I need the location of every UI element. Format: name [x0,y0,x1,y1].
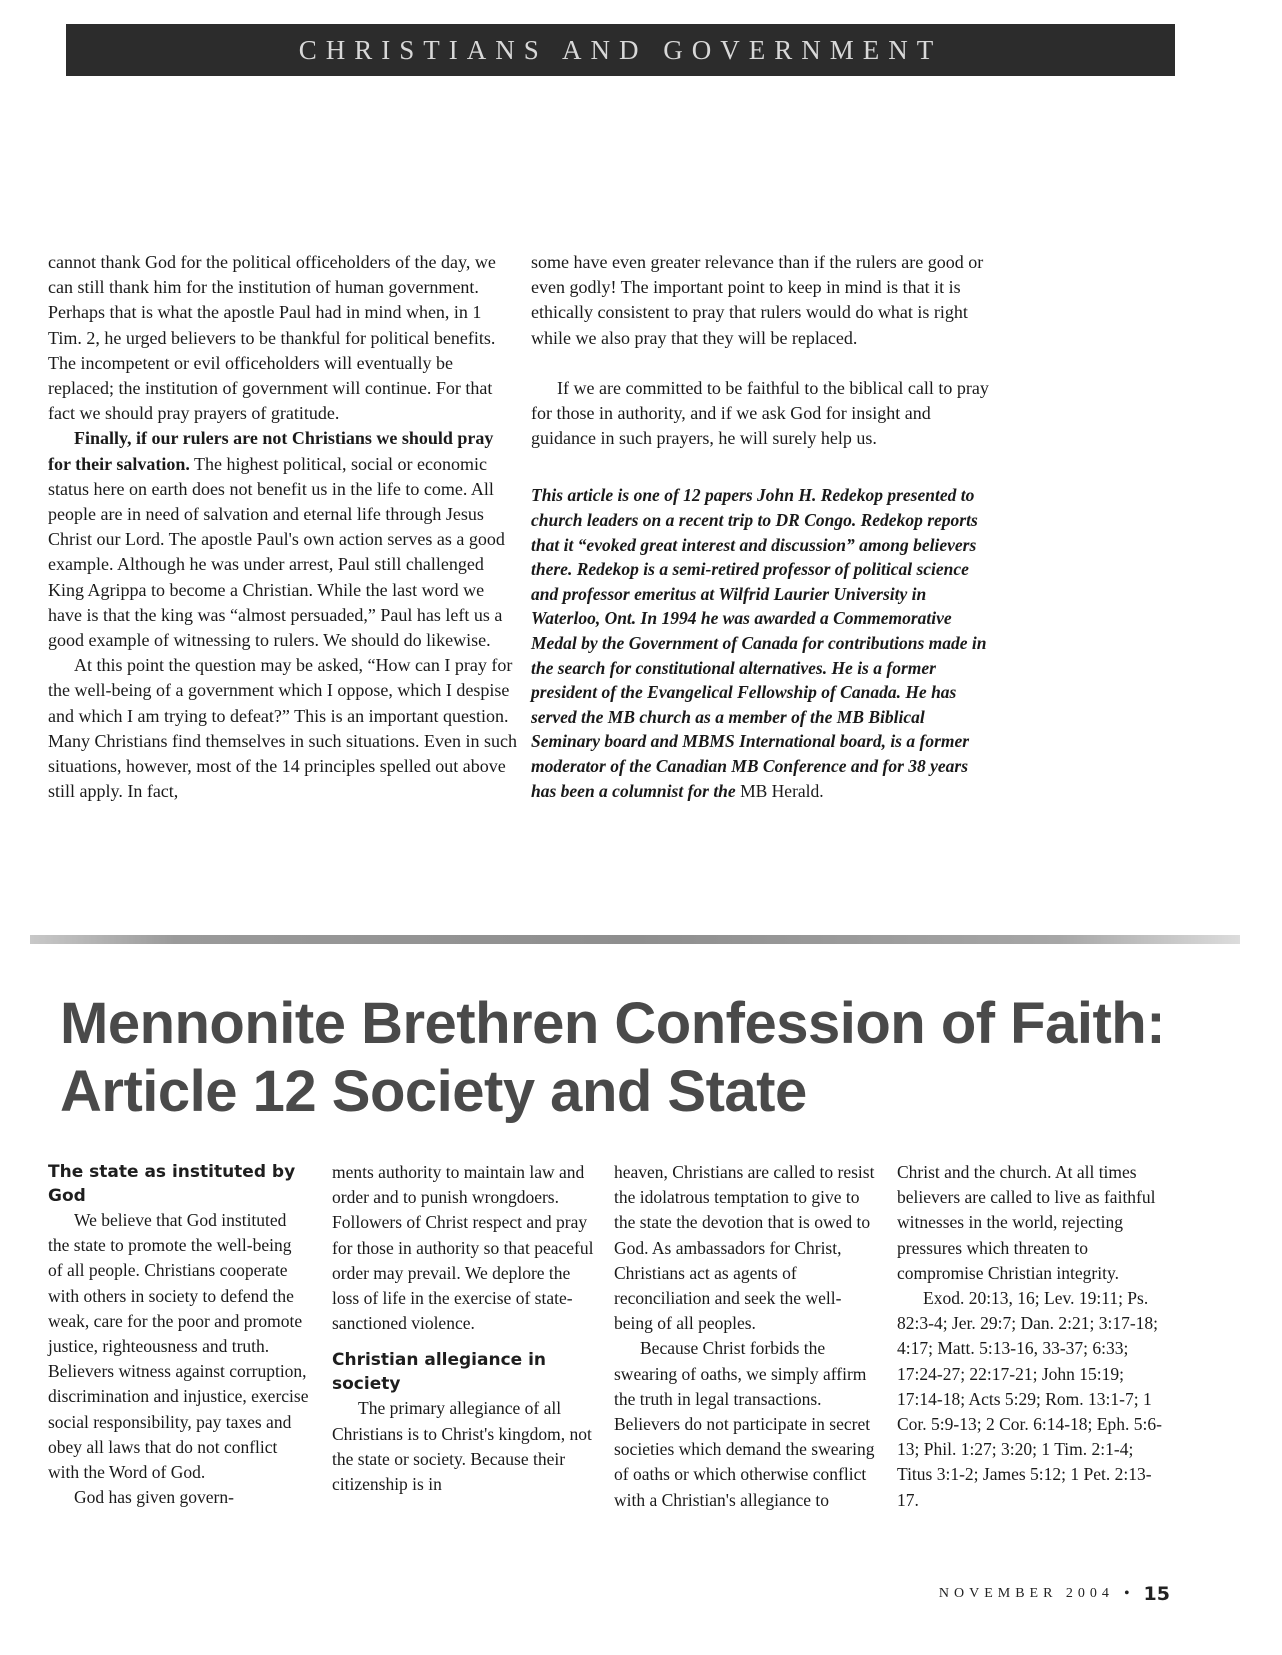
bullet-separator: • [1123,1585,1130,1602]
paragraph: God has given govern- [74,1487,234,1508]
article-column-2 [332,1160,594,1497]
article-column-4 [897,1160,1167,1513]
article-headline [60,990,1240,1126]
author-bio [531,483,991,803]
publication-name: MB Herald. [740,780,824,801]
paragraph: some have even greater relevance than if the rulers are good or even godly! The important point to keep in mind is that it is ethically consistent to pray that rulers would do what is right while we also pray that they will be replaced. [531,252,984,348]
paragraph: We believe that God instituted the state to promote the well-being of all people. Christians cooperate with others in society to defend the weak, care for the poor and promote justice, righteousness and truth. Believers witness against corruption, discrimination and injustice, exercise social responsibility, pay taxes and obey all laws that do not conflict with the Word of God. [48,1210,309,1483]
top-right-column [531,250,991,803]
section-banner [66,24,1175,76]
headline-line-2: Article 12 Society and State [60,1059,807,1124]
paragraph [48,426,518,653]
page-footer [939,1583,1170,1605]
section-heading: The state as instituted by God [48,1162,296,1206]
article-column-3 [614,1160,876,1513]
page-number: 15 [1143,1583,1170,1605]
paragraph: The primary allegiance of all Christians is to Christ's kingdom, not the state or society. Because their citizenship is in [332,1398,592,1495]
paragraph: If we are committed to be faithful to the biblical call to pray for those in authority, and if we ask God for insight and guidance in such prayers, he will surely help us. [531,377,989,449]
emphasis-lead: Finally, if our rulers are not Christians we should pray for their salvation. [48,428,494,474]
author-bio-text: This article is one of 12 papers John H. Redekop presented to church leaders on a recent trip to DR Congo. Redekop reports that it “evoked great interest and discussion” among believers there. Redekop is a semi-retired professor of political science and professor emeritus at Wilfrid Laurier University in Waterloo, Ont. In 1994 he was awarded a Commemorative Medal by the Government of Canada for contributions made in the search for constitutional alternatives. He is a former president of the Evangelical Fellowship of Canada. He has served the MB church as a member of the MB Biblical Seminary board and MBMS International board, is a former moderator of the Canadian MB Conference and for 38 years has been a columnist for the [531,485,987,801]
paragraph: ments authority to maintain law and order and to punish wrongdoers. Followers of Christ respect and pray for those in authority so that peaceful order may prevail. We deplore the loss of life in the exercise of state-sanctioned violence. [332,1162,594,1334]
issue-date: NOVEMBER 2004 [938,1586,1114,1601]
scripture-references: Exod. 20:13, 16; Lev. 19:11; Ps. 82:3-4; Jer. 29:7; Dan. 2:21; 3:17-18; 4:17; Matt. 5:13-16, 33-37; 6:33; 17:24-27; 22:17-21; John 15:19; 17:14-18; Acts 5:29; Rom. 13:1-7; 1 Cor. 5:9-13; 2 Cor. 6:14-18; Eph. 5:6-13; Phil. 1:27; 3:20; 1 Tim. 2:1-4; Titus 3:1-2; James 5:12; 1 Pet. 2:13-17. [897,1288,1162,1510]
paragraph-text: The highest political, social or economic status here on earth does not benefit us in the life to come. All people are in need of salvation and eternal life through Jesus Christ our Lord. The apostle Paul's own action serves as a good example. Although he was under arrest, Paul still challenged King Agrippa to become a Christian. While the last word we have is that the king was “almost persuaded,” Paul has left us a good example of witnessing to rulers. We should do likewise. [48,453,505,651]
paragraph: heaven, Christians are called to resist the idolatrous temptation to give to the state the devotion that is owed to God. As ambassadors for Christ, Christians act as agents of reconciliation and seek the well-being of all peoples. [614,1162,875,1334]
paragraph: cannot thank God for the political officeholders of the day, we can still thank him for the institution of human government. Perhaps that is what the apostle Paul had in mind when, in 1 Tim. 2, he urged believers to be thankful for political benefits. The incompetent or evil officeholders will eventually be replaced; the institution of government will continue. For that fact we should pray prayers of gratitude. [48,252,496,424]
top-left-column [48,250,518,804]
section-heading: Christian allegiance in society [332,1350,547,1395]
section-title: CHRISTIANS AND GOVERNMENT [298,34,943,65]
paragraph: At this point the question may be asked, “How can I pray for the well-being of a government which I oppose, which I despise and which I am trying to defeat?” This is an important question. Many Christians find themselves in such situations. Even in such situations, however, most of the 14 principles spelled out above still apply. In fact, [48,655,517,802]
headline-line-1: Mennonite Brethren Confession of Faith: [60,991,1166,1056]
paragraph: Because Christ forbids the swearing of oaths, we simply affirm the truth in legal transactions. Believers do not participate in secret societies which demand the swearing of oaths or which otherwise conflict with a Christian's allegiance to [614,1338,875,1510]
article-column-1 [48,1160,310,1510]
divider-rule [30,935,1240,944]
paragraph: Christ and the church. At all times believers are called to live as faithful witnesses in the world, rejecting pressures which threaten to compromise Christian integrity. [897,1162,1156,1283]
